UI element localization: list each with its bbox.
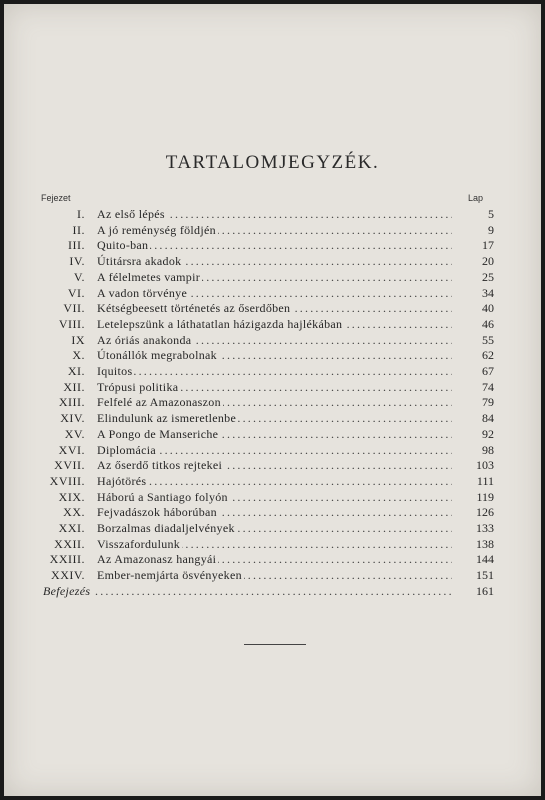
toc-entry (4, 253, 541, 269)
toc-entry (4, 551, 541, 567)
chapter-title: Útitársra akadok (97, 254, 182, 269)
chapter-title-cell (97, 442, 452, 458)
chapter-title-cell (97, 567, 452, 583)
chapter-number: VI. (67, 285, 85, 300)
chapter-title: Felfelé az Amazonaszon (97, 395, 221, 410)
chapter-title-cell (97, 504, 452, 520)
chapter-title: Ember-nemjárta ösvényeken (97, 568, 242, 583)
page-number: 20 (482, 254, 494, 269)
chapter-number: XVIII. (49, 473, 85, 488)
page-number: 34 (482, 285, 494, 300)
chapter-number: II. (72, 222, 85, 237)
page-number: 62 (482, 348, 494, 363)
toc-entry (4, 237, 541, 253)
chapter-title-cell (97, 347, 452, 363)
toc-entry (4, 536, 541, 552)
toc-entry (4, 347, 541, 363)
chapter-title: Az óriás anakonda (97, 332, 192, 347)
page-number: 17 (482, 238, 494, 253)
page-number: 151 (476, 568, 494, 583)
chapter-title-cell (97, 222, 452, 238)
chapter-number: III. (68, 238, 85, 253)
chapter-title-cell (97, 316, 452, 332)
chapter-number: I. (77, 207, 85, 221)
page-number: 74 (482, 379, 494, 394)
toc-entry (4, 300, 541, 316)
chapter-title-cell (97, 285, 452, 301)
toc-entry (4, 269, 541, 285)
page-number: 126 (476, 505, 494, 520)
chapter-title-cell (97, 253, 452, 269)
chapter-title-cell (97, 237, 452, 253)
page-number: 5 (488, 207, 494, 221)
toc-entry (4, 206, 541, 222)
page-number: 40 (482, 301, 494, 316)
toc-entry (4, 442, 541, 458)
page-number: 25 (482, 269, 494, 284)
toc-entry (4, 426, 541, 442)
chapter-column-header: Fejezet (41, 193, 71, 203)
page-number: 92 (482, 426, 494, 441)
chapter-title: Elindulunk az ismeretlenbe (97, 411, 237, 426)
toc-entry (4, 285, 541, 301)
toc-entry (4, 489, 541, 505)
page-number: 9 (488, 222, 494, 237)
toc-entry (4, 316, 541, 332)
chapter-title: Iquitos (97, 364, 133, 378)
chapter-title: Az első lépés (97, 207, 165, 221)
chapter-title-cell (97, 300, 452, 316)
chapter-title-cell (97, 473, 452, 489)
page-number: 67 (482, 364, 494, 378)
page-column-header: Lap (468, 193, 484, 203)
chapter-title: A jó reménység földjén (97, 222, 216, 237)
chapter-title-cell (97, 379, 452, 395)
chapter-title: Fejvadászok háborúban (97, 505, 217, 520)
chapter-title: Útonállók megrabolnak (97, 348, 217, 363)
toc-entry (4, 222, 541, 238)
divider (244, 644, 306, 645)
toc-entry (4, 394, 541, 410)
chapter-title: A vadon törvénye (97, 285, 188, 300)
chapter-title-cell (97, 410, 452, 426)
page-title: TARTALOMJEGYZÉK. (165, 152, 380, 173)
chapter-title-cell (97, 332, 452, 348)
chapter-title: A Pongo de Manseriche (97, 426, 219, 441)
chapter-title: Letelepszünk a láthatatlan házigazda hajlékában (97, 316, 343, 331)
chapter-number: XIX. (58, 489, 85, 504)
chapter-title-cell (97, 551, 452, 567)
page-number: 98 (482, 442, 494, 457)
chapter-title-cell (97, 363, 452, 379)
chapter-title: Az Amazonasz hangyái (97, 552, 217, 567)
toc-entry (4, 410, 541, 426)
chapter-title-cell (97, 394, 452, 410)
chapter-number: IX (71, 332, 85, 347)
chapter-number: IV. (69, 254, 85, 269)
chapter-number: XII. (63, 379, 85, 394)
page-number: 84 (482, 411, 494, 426)
chapter-title-cell (97, 489, 452, 505)
book-page (4, 4, 541, 796)
chapter-number: XV. (64, 426, 85, 441)
chapter-number: X. (72, 348, 85, 363)
chapter-title-cell (97, 457, 452, 473)
chapter-number: XXI. (58, 521, 85, 535)
page-number: 111 (476, 473, 494, 488)
chapter-number: XIV. (60, 411, 85, 426)
chapter-number: XXIII. (49, 552, 85, 567)
toc-entry (4, 379, 541, 395)
chapter-title-cell (97, 426, 452, 442)
toc-entry (4, 457, 541, 473)
chapter-title: Quito-ban (97, 238, 149, 253)
chapter-title: A félelmetes vampir (97, 269, 201, 284)
chapter-title-cell (97, 536, 452, 552)
chapter-title: Diplomácia (97, 442, 156, 457)
chapter-title: Borzalmas diadaljelvények (97, 521, 235, 535)
toc-entry-epilogue (4, 583, 541, 599)
toc-entry (4, 567, 541, 583)
page-number: 144 (476, 552, 494, 567)
chapter-title-cell (97, 520, 452, 536)
chapter-title-cell (97, 206, 452, 222)
page-number: 55 (482, 332, 494, 347)
chapter-title: Az őserdő titkos rejtekei (97, 458, 223, 473)
page-number: 119 (476, 489, 494, 504)
page-number: 133 (476, 521, 494, 535)
chapter-number: XI. (67, 364, 85, 378)
chapter-title: Trópusi politika (97, 379, 179, 394)
toc-entry (4, 504, 541, 520)
chapter-number: VII. (63, 301, 85, 316)
page-number: 161 (476, 583, 494, 598)
chapter-title: Kétségbeesett történetés az őserdőben (97, 301, 291, 316)
epilogue-title-cell (43, 583, 452, 599)
toc-entry (4, 473, 541, 489)
chapter-title: Hajótörés (97, 473, 147, 488)
page-number: 138 (476, 536, 494, 551)
page-number: 79 (482, 395, 494, 410)
chapter-number: XVI. (58, 442, 85, 457)
chapter-title: Visszafordulunk (97, 536, 181, 551)
chapter-number: XVII. (54, 458, 85, 473)
epilogue-title: Befejezés (43, 583, 91, 598)
toc-entry (4, 520, 541, 536)
chapter-number: XXII. (54, 536, 85, 551)
chapter-number: XIII. (58, 395, 85, 410)
chapter-number: V. (73, 269, 85, 284)
toc-entry (4, 332, 541, 348)
page-number: 46 (482, 316, 494, 331)
page-number: 103 (476, 458, 494, 473)
chapter-title-cell (97, 269, 452, 285)
chapter-number: VIII. (58, 316, 85, 331)
chapter-number: XXIV. (51, 568, 85, 583)
chapter-number: XX. (63, 505, 85, 520)
toc-entry (4, 363, 541, 379)
chapter-title: Háború a Santiago folyón (97, 489, 228, 504)
